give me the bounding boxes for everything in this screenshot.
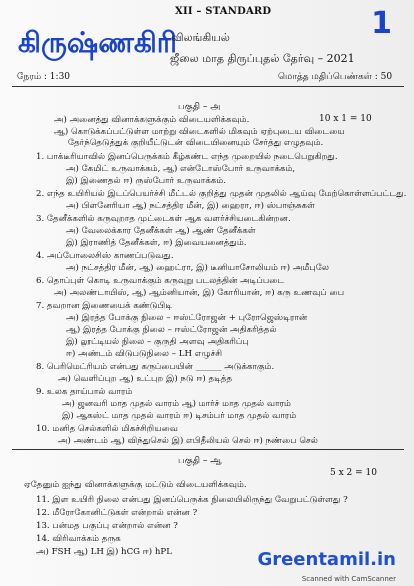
option-line: அ) ஜனவரி மாத முதல் வாரம் ஆ) மார்ச் மாத முதல் வாரம்	[62, 399, 291, 409]
option-line: அ) FSH ஆ) LH இ) hCG ஈ) hPL	[36, 547, 172, 557]
part-b-title: பகுதி – ஆ	[178, 456, 222, 466]
option-line: ஈ) அண்டம் விடுபடுநிலை – LH எழுச்சி	[66, 349, 223, 359]
question-line: 1. பாக்டீரியாவில் இனப்பெருக்கம் கீழ்கண்ட எந்த முறையில் நடைபெறுகிறது.	[36, 152, 338, 162]
option-line: இ) இணைதல் ஈ) ருஸ்போர் உருவாக்கம்.	[66, 176, 226, 186]
option-line: அ) இரத்த போக்கு நிலை – ஈஸ்ட்ரோஜன் + புரோஜெஸ்டிரான்	[66, 313, 308, 323]
question-line: 10. மனித செல்களில் மிகச்சிறியவை	[36, 424, 178, 434]
part-a-instruction-1: அ) அனைத்து வினாக்களுக்கும் விடையளிக்கவும்.	[54, 115, 250, 125]
option-line: அ) வேலைக்கார தேனீக்கள் ஆ) ஆண் தேனீக்கள்	[66, 226, 256, 236]
part-a-title: பகுதி – அ	[178, 102, 221, 112]
part-a-score: 10 x 1 = 10	[319, 114, 372, 124]
question-line: 6. தொப்புள் கொடி உருவாக்கும் கருவுறு படலத்தின் அடிப்படை	[36, 276, 285, 286]
question-line: 11. இள உயிரி நிலை என்பது இனப்பெருக்க நிலையிலிருந்து வேறுபட்டுள்ளது ?	[36, 495, 348, 505]
part-b-score: 5 x 2 = 10	[330, 468, 377, 478]
option-line: இ) லூட்டியல் நிலை – குருதி அளவு அதிகரிப்பு	[66, 337, 249, 347]
exam-title: ஜீலை மாத திருப்புதல் தேர்வு – 2021	[170, 52, 355, 65]
question-line: 7. தவறான இணையைக் கண்டுபிடி	[36, 301, 173, 311]
option-line: அ) கேமிட் உருவாக்கம், ஆ) என்டோஸ்போர் உருவாக்கம்,	[66, 164, 296, 174]
part-a-instruction-2a: ஆ) கொடுக்கப்பட்டுள்ள மாற்று விடைகளில் மிகவும் ஏற்புடைய விடையை	[54, 127, 345, 137]
header-rule	[12, 86, 404, 87]
standard-label: XII – STANDARD	[175, 6, 272, 17]
question-line: 2. எந்த உயிரியல் இடப்பெயர்ச்சி மீட்டல் குறித்து முதன் முதலில் ஆய்வு மேற்கொள்ளப்பட்டது.	[36, 189, 407, 199]
option-line: அ) நட்சத்திர மீன், ஆ) ஹைட்ரா, இ) டீனியாசோலியம் ஈ) அமீபுலே	[66, 263, 329, 273]
question-line: 4. அப்போலைசிஸ் காணப்படுவது.	[36, 251, 174, 261]
question-line: 13. பன்மத பகுப்பு என்றால் என்ன ?	[36, 521, 178, 531]
watermark-text: Greentamil.in	[257, 549, 396, 570]
question-line: 9. உலக தாய்பால் வாரம்	[36, 387, 133, 397]
question-line: 3. தேனீக்களில் கருவுறாத முட்டைகள் ஆக வளர்ச்சியடைகின்றன.	[36, 214, 291, 224]
part-a-instruction-2b: தேர்ந்தெடுத்துக் குறியீட்டுடன் விடையினையும் சேர்த்து எழுதவும்.	[68, 138, 324, 148]
option-line: அ) வெளிப்புற ஆ) உட்புற இ) நடு ஈ) தடித்த	[58, 374, 233, 384]
question-line: 14. விரிவாக்கம் தருக	[36, 534, 121, 544]
option-line: ஆ) இரத்த போக்கு நிலை – ஈஸ்ட்ரோஜன் அதிகரித்தல்	[66, 325, 277, 335]
question-line: 8. பெரிமெட்ரியம் என்பது கருப்பையின் ______ அடுக்காகும்.	[36, 362, 275, 372]
option-line: இ) இராணித் தேனீக்கள், ஈ) இவையனைத்தும்.	[66, 238, 247, 248]
total-marks-label: மொத்த மதிப்பெண்கள் : 50	[278, 72, 393, 82]
option-line: இ) ஆகஸ்ட் மாத முதல் வாரம் ஈ) டிசம்பர் மாத முதல் வாரம்	[62, 411, 297, 421]
subject-label: விலங்கியல்	[171, 31, 230, 44]
part-b-instruction: ஏதேனும் ஐந்து வினாக்களுக்கு மட்டும் விடையளிக்கவும்.	[24, 480, 247, 490]
option-line: அ) பிளனேரியா ஆ) நட்சத்திர மீன், இ) ஹைரா, ஈ) ஸ்பாஞ்சுகள்	[66, 201, 315, 211]
option-line: அ) அலண்டாயிஸ், ஆ) ஆம்னியான், இ) கோரியான், ஈ) கரு உணவுப் பை	[54, 288, 345, 298]
corner-number: 1	[371, 6, 392, 41]
district-title: கிருஷ்ணகிரி	[18, 26, 177, 59]
scanner-credit: Scanned with CamScanner	[301, 575, 396, 583]
option-line: அ) அண்டம் ஆ) விந்துசெல் இ) எபிதீலியல் செல் ஈ) நண்பை செல்	[58, 436, 318, 446]
time-label: நேரம் : 1:30	[17, 72, 71, 82]
section-rule	[12, 449, 404, 450]
question-line: 12. மீரோகோனிட்டுகள் என்றால் என்ன ?	[36, 508, 198, 518]
